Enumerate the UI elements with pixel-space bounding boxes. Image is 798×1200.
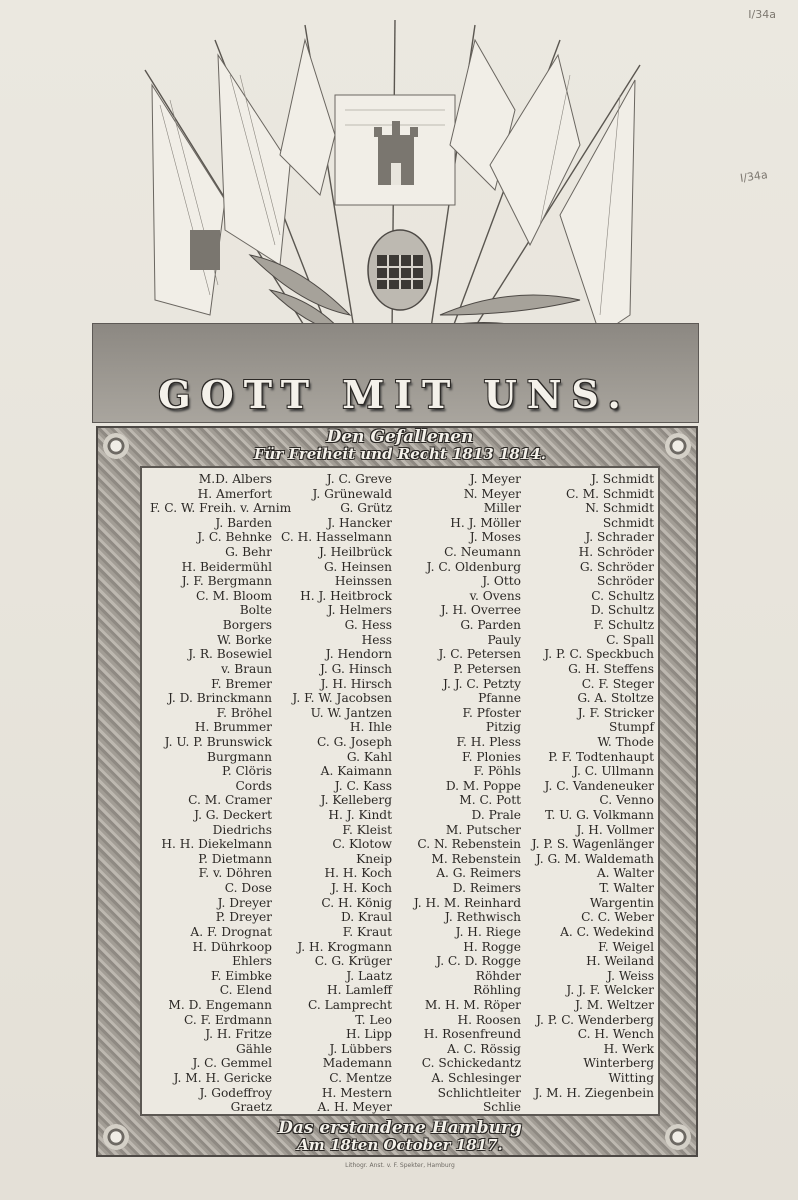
- fallen-name: J. Hancker: [327, 515, 392, 530]
- fallen-name: J. Schmidt: [591, 472, 654, 486]
- archive-mark-top: I/34a: [748, 8, 776, 21]
- dedication-footer: [150, 1119, 650, 1153]
- fallen-name: H. Amerfort: [197, 486, 272, 501]
- fallen-name: P. Dietmann: [198, 851, 272, 866]
- fallen-name: J. C. Kass: [334, 778, 392, 793]
- fallen-name: J. M. H. Ziegenbein: [534, 1085, 654, 1100]
- dedication-line-2: Für Freiheit und Recht 1813 1814.: [254, 445, 546, 463]
- fallen-name: C. Dose: [224, 881, 272, 896]
- fallen-name: C. M. Schmidt: [565, 486, 654, 501]
- fallen-name: J. C. D. Rogge: [436, 954, 521, 969]
- fallen-name: J. Moses: [469, 530, 521, 545]
- motto: GOTT MIT UNS.: [158, 372, 631, 417]
- fallen-name: J. C. Ullmann: [573, 764, 654, 779]
- fallen-name: J. Godeffroy: [199, 1085, 272, 1100]
- names-column-4: [524, 472, 654, 1100]
- fallen-name: N. Meyer: [463, 486, 521, 501]
- fallen-name: D. Schultz: [590, 603, 654, 618]
- fallen-name: Stumpf: [609, 720, 654, 735]
- fallen-name: H. J. Heitbrock: [300, 588, 392, 603]
- fallen-name: P. Clöris: [221, 764, 272, 779]
- fallen-name: J. Hendorn: [325, 647, 392, 662]
- fallen-name: C. H. Wench: [577, 1027, 654, 1042]
- fallen-name: Pfanne: [478, 691, 521, 706]
- fallen-name: C. Klotow: [332, 837, 392, 852]
- fallen-name: C. H. König: [321, 895, 392, 910]
- fallen-name: A. Schlesinger: [431, 1070, 521, 1085]
- fallen-name: J. Grünewald: [312, 486, 392, 501]
- fallen-name: J. C. Gemmel: [192, 1056, 272, 1071]
- fallen-name: J. J. F. Welcker: [566, 983, 654, 998]
- fallen-name: Wargentin: [589, 895, 654, 910]
- fallen-name: H. Lipp: [346, 1027, 392, 1042]
- fallen-name: J. Meyer: [469, 472, 521, 486]
- fallen-name: C. Venno: [599, 793, 654, 808]
- fallen-name: C. N. Rebenstein: [417, 837, 521, 852]
- fallen-name: Graetz: [230, 1100, 272, 1115]
- fallen-name: J. R. Bosewiel: [188, 647, 272, 662]
- fallen-name: T. Walter: [599, 881, 654, 896]
- fallen-name: D. Kraul: [340, 910, 392, 925]
- fallen-name: J. P. C. Wenderberg: [536, 1012, 654, 1027]
- fallen-name: A. C. Rössig: [447, 1041, 521, 1056]
- fallen-name: C. Lamprecht: [308, 997, 392, 1012]
- footer-line-1: Das erstandene Hamburg: [278, 1118, 522, 1138]
- fallen-name: F. Eimbke: [210, 968, 272, 983]
- names-column-1: [150, 472, 292, 1115]
- fallen-name: T. U. G. Volkmann: [545, 808, 654, 823]
- fallen-name: A. C. Wedekind: [560, 924, 654, 939]
- fallen-name: J. Weiss: [607, 968, 654, 983]
- fallen-name: F. C. W. Freih. v. Arnim: [150, 501, 292, 516]
- fallen-name: G. Schröder: [579, 559, 654, 574]
- fallen-name: C. F. Steger: [581, 676, 654, 691]
- fallen-name: G. Behr: [225, 545, 272, 560]
- fallen-name: J. H. Overree: [440, 603, 521, 618]
- fallen-name: J. Dreyer: [217, 895, 272, 910]
- fallen-name: J. D. Brinckmann: [167, 691, 272, 706]
- fallen-name: C. G. Krüger: [314, 954, 392, 969]
- fallen-name: J. G. Hinsch: [319, 661, 392, 676]
- fallen-name: J. Laatz: [346, 968, 392, 983]
- fallen-name: F. Kraut: [342, 924, 392, 939]
- fallen-name: Schlichtleiter: [437, 1085, 521, 1100]
- fallen-name: J. M. H. Gericke: [173, 1070, 272, 1085]
- fallen-name: P. F. Todtenhaupt: [548, 749, 654, 764]
- rosette-icon: [103, 1124, 129, 1150]
- fallen-name: G. Kahl: [346, 749, 392, 764]
- fallen-name: F. Pfoster: [462, 705, 521, 720]
- fallen-name: H. Schröder: [578, 545, 654, 560]
- fallen-name: J. C. Oldenburg: [426, 559, 521, 574]
- fallen-name: F. Plonies: [462, 749, 521, 764]
- fallen-name: J. Rethwisch: [444, 910, 521, 925]
- fallen-name: Burgmann: [207, 749, 272, 764]
- fallen-name: C. M. Cramer: [188, 793, 272, 808]
- fallen-name: F. Weigel: [598, 939, 654, 954]
- fallen-name: U. W. Jantzen: [310, 705, 392, 720]
- fallen-name: D. M. Poppe: [445, 778, 521, 793]
- fallen-name: C. Spall: [606, 632, 654, 647]
- fallen-name: A. Walter: [596, 866, 654, 881]
- rosette-icon: [665, 1124, 691, 1150]
- fallen-name: Pauly: [487, 632, 521, 647]
- fallen-name: H. Brummer: [194, 720, 272, 735]
- fallen-name: Gähle: [236, 1041, 272, 1056]
- fallen-name: H. Lamleff: [326, 983, 392, 998]
- fallen-name: A. G. Reimers: [436, 866, 521, 881]
- fallen-name: Diedrichs: [212, 822, 272, 837]
- fallen-name: P. Petersen: [453, 661, 521, 676]
- fallen-name: G. H. Steffens: [568, 661, 654, 676]
- fallen-name: Röhling: [473, 983, 521, 998]
- fallen-name: v. Ovens: [469, 588, 521, 603]
- footer-line-2: Am 18ten October 1817.: [297, 1136, 503, 1154]
- fallen-name: A. Kaimann: [320, 764, 392, 779]
- fallen-name: N. Schmidt: [585, 501, 654, 516]
- fallen-name: J. Otto: [482, 574, 521, 589]
- fallen-name: F. Schultz: [593, 618, 654, 633]
- fallen-name: Schmidt: [602, 515, 654, 530]
- fallen-name: Heinssen: [334, 574, 392, 589]
- archive-mark-side: I/34a: [739, 168, 769, 185]
- fallen-name: Borgers: [222, 618, 272, 633]
- fallen-name: H. Rosenfreund: [423, 1027, 521, 1042]
- rosette-icon: [665, 433, 691, 459]
- fallen-name: Kneip: [356, 851, 392, 866]
- fallen-name: W. Borke: [217, 632, 272, 647]
- fallen-name: C. Schultz: [591, 588, 654, 603]
- fallen-name: C. M. Bloom: [196, 588, 272, 603]
- fallen-name: G. Grütz: [340, 501, 392, 516]
- fallen-name: v. Braun: [221, 661, 272, 676]
- fallen-name: M. Putscher: [445, 822, 521, 837]
- dedication-line-1: Den Gefallenen: [326, 427, 474, 447]
- fallen-name: J. F. Stricker: [577, 705, 654, 720]
- fallen-name: H. J. Kindt: [328, 808, 392, 823]
- fallen-name: H. H. Diekelmann: [161, 837, 272, 852]
- dedication-heading: [150, 428, 650, 462]
- fallen-name: M. Rebenstein: [431, 851, 521, 866]
- fallen-name: F. Pöhls: [473, 764, 521, 779]
- flag-trophy-icon: [130, 15, 660, 365]
- fallen-name: H. Mestern: [321, 1085, 392, 1100]
- fallen-name: J. Helmers: [327, 603, 392, 618]
- fallen-name: C. Schickedantz: [421, 1056, 521, 1071]
- fallen-name: J. F. Bergmann: [181, 574, 272, 589]
- fallen-name: Cords: [235, 778, 272, 793]
- fallen-name: M.D. Albers: [198, 472, 272, 486]
- fallen-name: J. P. S. Wagenlänger: [531, 837, 654, 852]
- fallen-name: G. Hess: [344, 618, 392, 633]
- fallen-name: G. Heinsen: [324, 559, 392, 574]
- fallen-name: J. G. Deckert: [194, 808, 272, 823]
- fallen-name: H. Roosen: [457, 1012, 521, 1027]
- fallen-name: J. J. C. Petzty: [443, 676, 521, 691]
- fallen-name: M. H. M. Röper: [424, 997, 521, 1012]
- fallen-name: F. Kleist: [342, 822, 392, 837]
- fallen-name: A. F. Drognat: [190, 924, 272, 939]
- fallen-name: J. H. Koch: [331, 881, 392, 896]
- fallen-name: Mademann: [322, 1056, 392, 1071]
- rosette-icon: [103, 433, 129, 459]
- fallen-name: J. C. Behnke: [197, 530, 272, 545]
- fallen-name: C. C. Weber: [581, 910, 654, 925]
- fallen-name: J. Lübbers: [329, 1041, 392, 1056]
- fallen-name: G. Parden: [460, 618, 521, 633]
- fallen-name: W. Thode: [597, 734, 654, 749]
- fallen-name: F. Bröhel: [216, 705, 272, 720]
- printer-imprint: Lithogr. Anst. v. F. Spekter, Hamburg: [345, 1162, 455, 1169]
- fallen-name: C. F. Erdmann: [184, 1012, 272, 1027]
- fallen-name: H. Rogge: [463, 939, 521, 954]
- fallen-name: H. Beidermühl: [181, 559, 272, 574]
- fallen-name: J. C. Petersen: [438, 647, 521, 662]
- fallen-name: J. Heilbrück: [318, 545, 392, 560]
- helmet-icon: [368, 230, 432, 310]
- fallen-name: J. C. Vandeneuker: [544, 778, 654, 793]
- fallen-name: G. A. Stoltze: [577, 691, 654, 706]
- fallen-name: Schlie: [482, 1100, 521, 1115]
- fallen-name: Miller: [483, 501, 521, 516]
- fallen-name: F. H. Pless: [456, 734, 521, 749]
- fallen-name: J. F. W. Jacobsen: [292, 691, 392, 706]
- names-column-3: [398, 472, 521, 1115]
- fallen-name: J. Barden: [215, 515, 272, 530]
- fallen-name: H. Werk: [603, 1041, 654, 1056]
- fallen-name: Bolte: [239, 603, 272, 618]
- fallen-name: F. v. Döhren: [198, 866, 272, 881]
- fallen-name: C. G. Joseph: [316, 734, 392, 749]
- names-column-2: [272, 472, 392, 1115]
- fallen-name: J. P. C. Speckbuch: [544, 647, 654, 662]
- fallen-name: F. Bremer: [211, 676, 272, 691]
- fallen-name: J. H. Riege: [455, 924, 521, 939]
- fallen-name: D. Reimers: [452, 881, 521, 896]
- fallen-name: Pitzig: [485, 720, 521, 735]
- fallen-name: Schröder: [596, 574, 654, 589]
- fallen-name: J. H. Vollmer: [576, 822, 654, 837]
- fallen-name: J. U. P. Brunswick: [164, 734, 272, 749]
- fallen-name: Witting: [608, 1070, 654, 1085]
- fallen-name: J. M. Weltzer: [575, 997, 654, 1012]
- fallen-name: C. H. Hasselmann: [280, 530, 392, 545]
- fallen-name: C. Mentze: [329, 1070, 392, 1085]
- fallen-name: H. Dührkoop: [192, 939, 272, 954]
- fallen-name: J. H. Fritze: [205, 1027, 272, 1042]
- fallen-name: H. Ihle: [349, 720, 392, 735]
- fallen-name: J. H. M. Reinhard: [413, 895, 521, 910]
- fallen-name: A. H. Meyer: [317, 1100, 392, 1115]
- fallen-name: J. G. M. Waldemath: [535, 851, 654, 866]
- fallen-name: Röhder: [475, 968, 521, 983]
- fallen-name: C. Elend: [219, 983, 272, 998]
- fallen-name: J. H. Krogmann: [297, 939, 392, 954]
- fallen-name: M. D. Engemann: [168, 997, 272, 1012]
- fallen-name: J. Kelleberg: [320, 793, 392, 808]
- fallen-name: Ehlers: [232, 954, 272, 969]
- fallen-name: P. Dreyer: [215, 910, 272, 925]
- fallen-name: T. Leo: [355, 1012, 392, 1027]
- fallen-name: Winterberg: [583, 1056, 654, 1071]
- fallen-name: H. Weiland: [586, 954, 654, 969]
- fallen-name: M. C. Pott: [459, 793, 521, 808]
- fallen-name: J. H. Hirsch: [320, 676, 392, 691]
- fallen-name: D. Prale: [471, 808, 521, 823]
- fallen-name: Hess: [361, 632, 392, 647]
- fallen-name: H. J. Möller: [450, 515, 521, 530]
- fallen-name: J. Schrader: [585, 530, 654, 545]
- fallen-name: J. C. Greve: [326, 472, 392, 486]
- fallen-name: H. H. Koch: [324, 866, 392, 881]
- fallen-name: C. Neumann: [444, 545, 521, 560]
